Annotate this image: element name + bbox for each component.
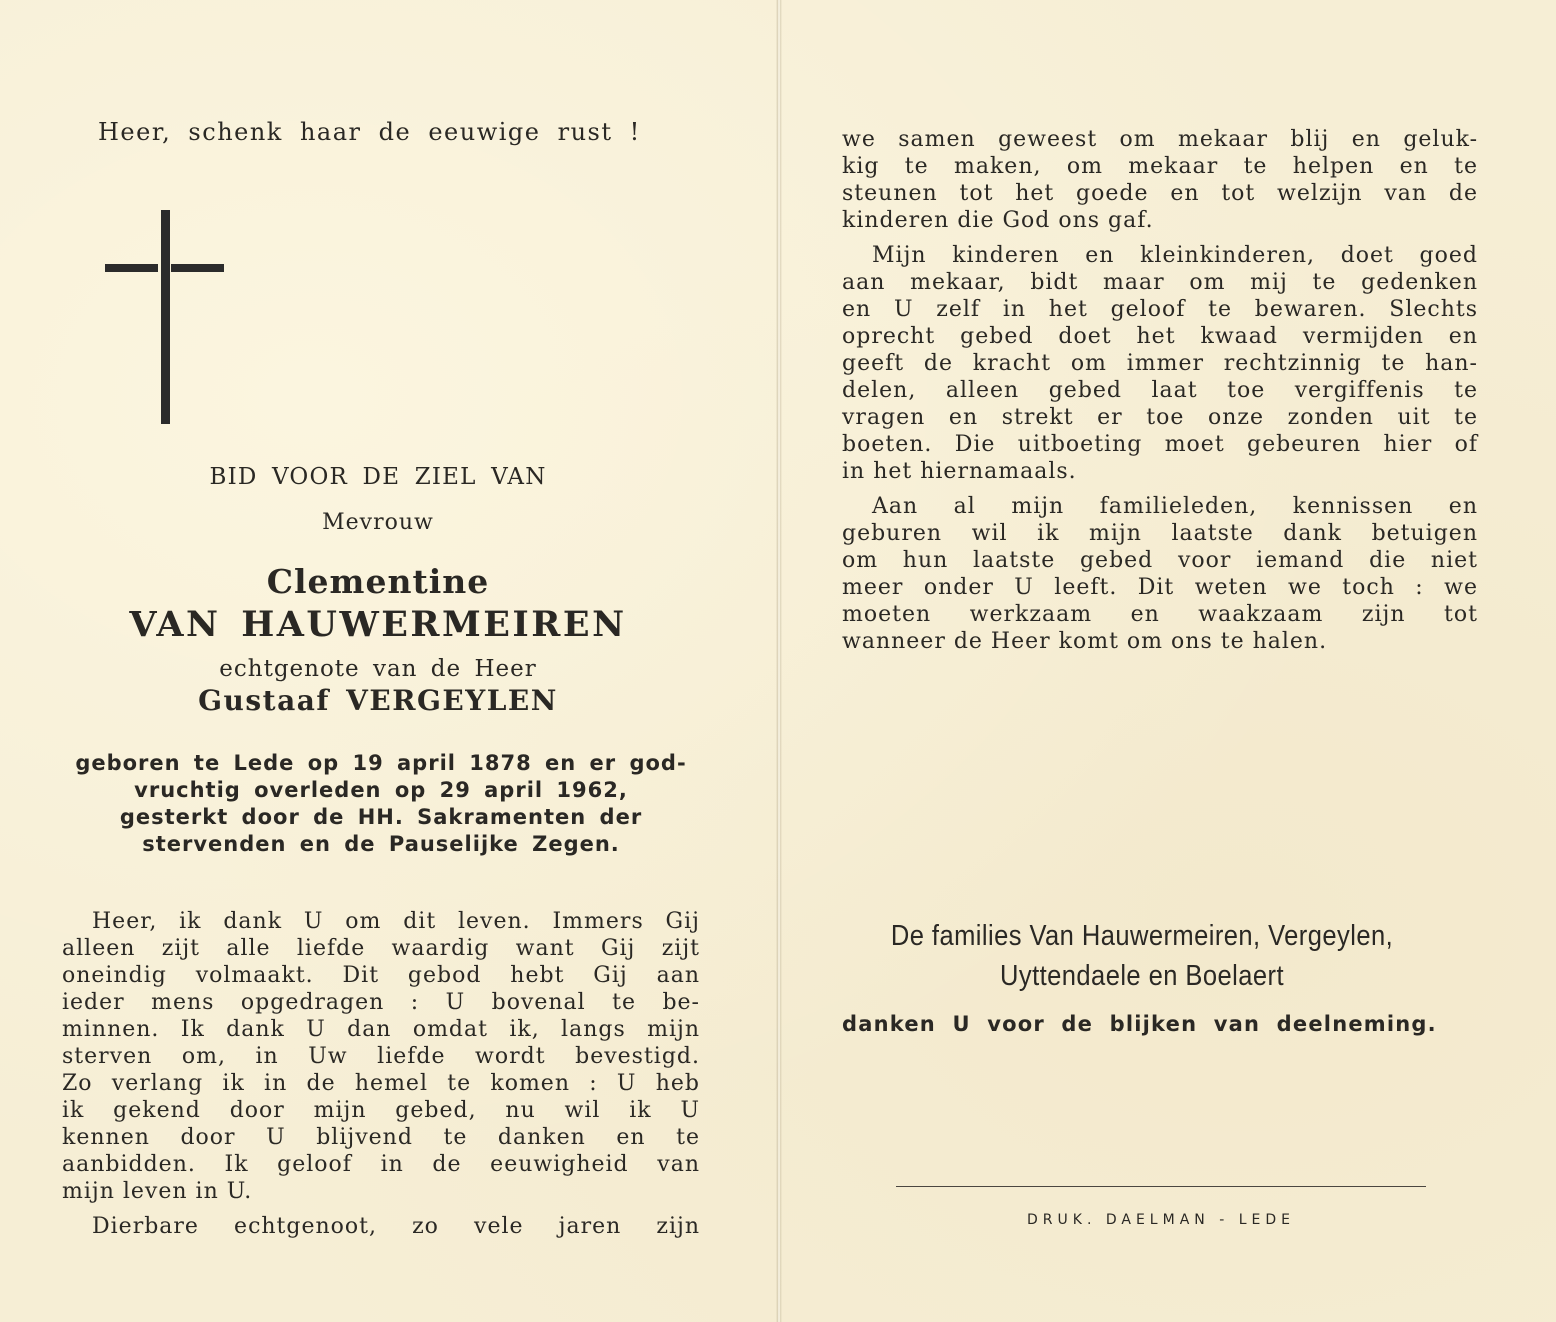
prose-line: mijn leven in U.: [62, 1179, 253, 1204]
prose-line: ik gekend door mijn gebed, nu wil ik U: [62, 1098, 700, 1123]
prose-line: ieder mens opgedragen : U bovenal te be-: [62, 990, 700, 1015]
prose-line: oneindig volmaakt. Dit gebod hebt Gij aan: [62, 963, 700, 988]
prose-line: we samen geweest om mekaar blij en geluk-: [842, 127, 1478, 152]
pray-for-heading: BID VOOR DE ZIEL VAN: [209, 464, 547, 490]
right-prayer-text: [842, 126, 1478, 655]
deceased-last-name: VAN HAUWERMEIREN: [129, 604, 627, 645]
cross-right-arm: [171, 264, 224, 272]
prose-line: geeft de kracht om immer rechtzinnig te han-: [842, 351, 1478, 376]
prose-line: om hun laatste gebed voor iemand die niet: [842, 548, 1478, 573]
prose-line: moeten werkzaam en waakzaam zijn tot: [842, 602, 1478, 627]
printer-imprint: DRUK. DAELMAN - LEDE: [1027, 1212, 1295, 1228]
prose-line: vragen en strekt er toe onze zonden uit te: [842, 405, 1478, 430]
left-panel: [0, 0, 776, 1322]
cross-icon: [105, 210, 225, 424]
cross-vertical-bar: [161, 210, 170, 424]
prose-line: kinderen die God ons gaf.: [842, 208, 1154, 233]
thanks-message: danken U voor de blijken van deelneming.: [842, 1012, 1437, 1036]
prose-line: Heer, ik dank U om dit leven. Immers Gij: [92, 909, 700, 934]
prose-line: steunen tot het goede en tot welzijn van de: [842, 181, 1478, 206]
families-line: Uyttendaele en Boelaert: [1000, 960, 1284, 992]
family-names: [860, 916, 1423, 996]
prose-line: alleen zijt alle liefde waardig want Gij zijt: [62, 936, 700, 961]
prose-line: aanbidden. Ik geloof in de eeuwigheid van: [62, 1152, 700, 1177]
bio-line: vruchtig overleden op 29 april 1962,: [134, 778, 628, 802]
prose-line: kennen door U blijvend te danken en te: [62, 1125, 700, 1150]
left-prayer-text: [62, 908, 700, 1240]
spouse-intro: echtgenote van de Heer: [219, 656, 537, 682]
divider-rule: [896, 1186, 1426, 1187]
biography: [56, 750, 706, 858]
prose-line: aan mekaar, bidt maar om mij te gedenken: [842, 270, 1478, 295]
prose-line: geburen wil ik mijn laatste dank betuigen: [842, 521, 1478, 546]
cross-left-arm: [105, 264, 158, 272]
epigraph: Heer, schenk haar de eeuwige rust !: [98, 118, 641, 146]
prose-line: Aan al mijn familieleden, kennissen en: [872, 494, 1478, 519]
prose-line: sterven om, in Uw liefde wordt bevestigd.: [62, 1044, 700, 1069]
families-line: De families Van Hauwermeiren, Vergeylen,: [890, 920, 1394, 952]
bio-line: geboren te Lede op 19 april 1878 en er god-: [75, 751, 687, 775]
prose-line: wanneer de Heer komt om ons te halen.: [842, 629, 1328, 654]
prose-line: delen, alleen gebed laat toe vergiffenis te: [842, 378, 1478, 403]
bio-line: gesterkt door de HH. Sakramenten der: [119, 805, 643, 829]
honorific: Mevrouw: [322, 510, 434, 535]
prose-line: Dierbare echtgenoot, zo vele jaren zijn: [92, 1214, 700, 1239]
prose-line: boeten. Die uitboeting moet gebeuren hier of: [842, 432, 1478, 457]
prose-line: Mijn kinderen en kleinkinderen, doet goed: [872, 243, 1478, 268]
right-panel: [782, 0, 1556, 1322]
prose-line: kig te maken, om mekaar te helpen en te: [842, 154, 1478, 179]
prose-line: meer onder U leeft. Dit weten we toch : we: [842, 575, 1478, 600]
spouse-name: Gustaaf VERGEYLEN: [198, 684, 558, 717]
prose-line: en U zelf in het geloof te bewaren. Slechts: [842, 297, 1478, 322]
bio-line: stervenden en de Pauselijke Zegen.: [142, 832, 620, 856]
prose-line: Zo verlang ik in de hemel te komen : U heb: [62, 1071, 700, 1096]
deceased-first-name: Clementine: [266, 562, 490, 601]
prose-line: minnen. Ik dank U dan omdat ik, langs mijn: [62, 1017, 700, 1042]
prose-line: oprecht gebed doet het kwaad vermijden en: [842, 324, 1478, 349]
prose-line: in het hiernamaals.: [842, 459, 1077, 484]
